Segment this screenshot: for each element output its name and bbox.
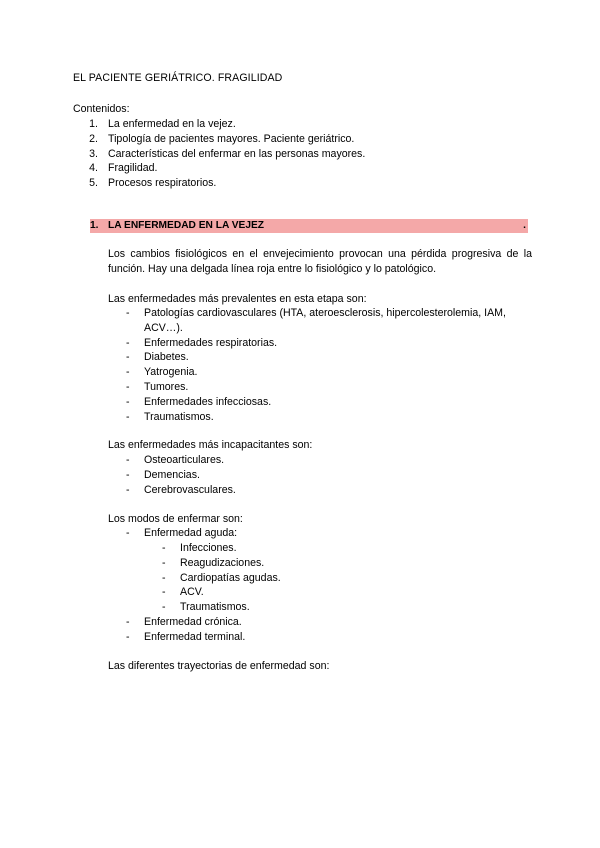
list-item [126,483,530,498]
list-item-text: Reagudizaciones. [180,556,265,569]
dash-bullet: - [126,483,130,496]
toc-item-text: Procesos respiratorios. [108,177,217,190]
list-item-text: Enfermedad crónica. [144,616,242,628]
list-item [126,453,530,468]
toc-item-text: Fragilidad. [108,162,158,175]
trajectories-label: Las diferentes trayectorias de enfermedad son: [108,660,330,672]
list-item-text: Tumores. [144,380,189,393]
dash-bullet: - [126,366,130,379]
list-item-text: Infecciones. [180,542,237,554]
acute-items-list [162,541,522,615]
list-item [126,350,530,365]
section-heading [90,219,528,233]
dash-bullet: - [126,410,130,423]
list-item [162,585,522,600]
disabling-label: Las enfermedades más incapacitantes son: [108,439,313,451]
intro-paragraph: Los cambios fisiológicos en el envejecimiento provocan una pérdida progresiva de la función. Hay una delgada línea roja entre lo fisiológico y lo patológico. [108,248,532,275]
toc-item-number: 3. [89,147,98,160]
toc-item-number: 2. [89,132,98,145]
list-item-text: Cardiopatías agudas. [180,571,281,584]
list-item [126,630,530,645]
dash-bullet: - [162,586,166,599]
toc-item [73,176,365,191]
list-item [126,336,530,351]
toc-item [73,132,365,147]
section-number: 1. [90,220,99,231]
list-item-text: Patologías cardiovasculares (HTA, ateroesclerosis, hipercolesterolemia, IAM, ACV…). [144,307,506,334]
dash-bullet: - [162,556,166,569]
toc-item-text: La enfermedad en la vejez. [108,118,236,130]
list-item-text: Osteoarticulares. [144,454,225,466]
list-item [162,556,522,571]
list-item [126,615,530,630]
table-of-contents [73,117,365,191]
list-item-text: Enfermedad aguda: [144,527,238,539]
list-item-text: Enfermedades respiratorias. [144,336,278,349]
list-item [126,365,530,380]
dash-bullet: - [126,336,130,349]
dash-bullet: - [126,395,130,408]
toc-item [73,117,365,132]
modes-label: Los modos de enfermar son: [108,513,243,525]
dash-bullet: - [126,630,130,643]
list-item [162,571,522,586]
list-item-text: Traumatismos. [144,410,214,423]
dash-bullet: - [126,616,130,628]
toc-item-text: Tipología de pacientes mayores. Paciente geriátrico. [108,132,355,145]
toc-item [73,161,365,176]
list-item [126,306,530,336]
list-item-text: Diabetes. [144,351,189,364]
dash-bullet: - [126,351,130,364]
list-item-text: Demencias. [144,468,200,481]
prevalent-label: Las enfermedades más prevalentes en esta etapa son: [108,293,367,305]
dash-bullet: - [126,454,130,466]
dash-bullet: - [126,527,130,539]
toc-item-number: 5. [89,177,98,190]
disabling-list [126,453,530,497]
dash-bullet: - [162,571,166,584]
dash-bullet: - [162,542,166,554]
prevalent-list [126,306,530,424]
contents-label: Contenidos: [73,103,130,115]
section-title: LA ENFERMEDAD EN LA VEJEZ [108,220,265,231]
list-item [126,380,530,395]
document-title: EL PACIENTE GERIÁTRICO. FRAGILIDAD [73,72,283,84]
dash-bullet: - [162,601,166,614]
list-item-text: Traumatismos. [180,601,250,614]
list-item-text: Yatrogenia. [144,366,198,379]
modes-list-other [126,615,530,645]
toc-item-number: 1. [89,118,98,130]
list-item-text: ACV. [180,586,204,599]
dash-bullet: - [126,380,130,393]
modes-list-acute [126,526,530,541]
dash-bullet: - [126,307,130,319]
toc-item-text: Características del enfermar en las personas mayores. [108,147,366,160]
list-item-text: Enfermedades infecciosas. [144,395,272,408]
list-item [162,541,522,556]
list-item [126,468,530,483]
list-item [126,395,530,410]
list-item [162,600,522,615]
section-trailing-dot: . [523,220,526,231]
toc-item-number: 4. [89,162,98,175]
list-item [126,410,530,425]
list-item-text: Enfermedad terminal. [144,630,246,643]
toc-item [73,147,365,162]
list-item [126,526,530,541]
list-item-text: Cerebrovasculares. [144,483,236,496]
dash-bullet: - [126,468,130,481]
